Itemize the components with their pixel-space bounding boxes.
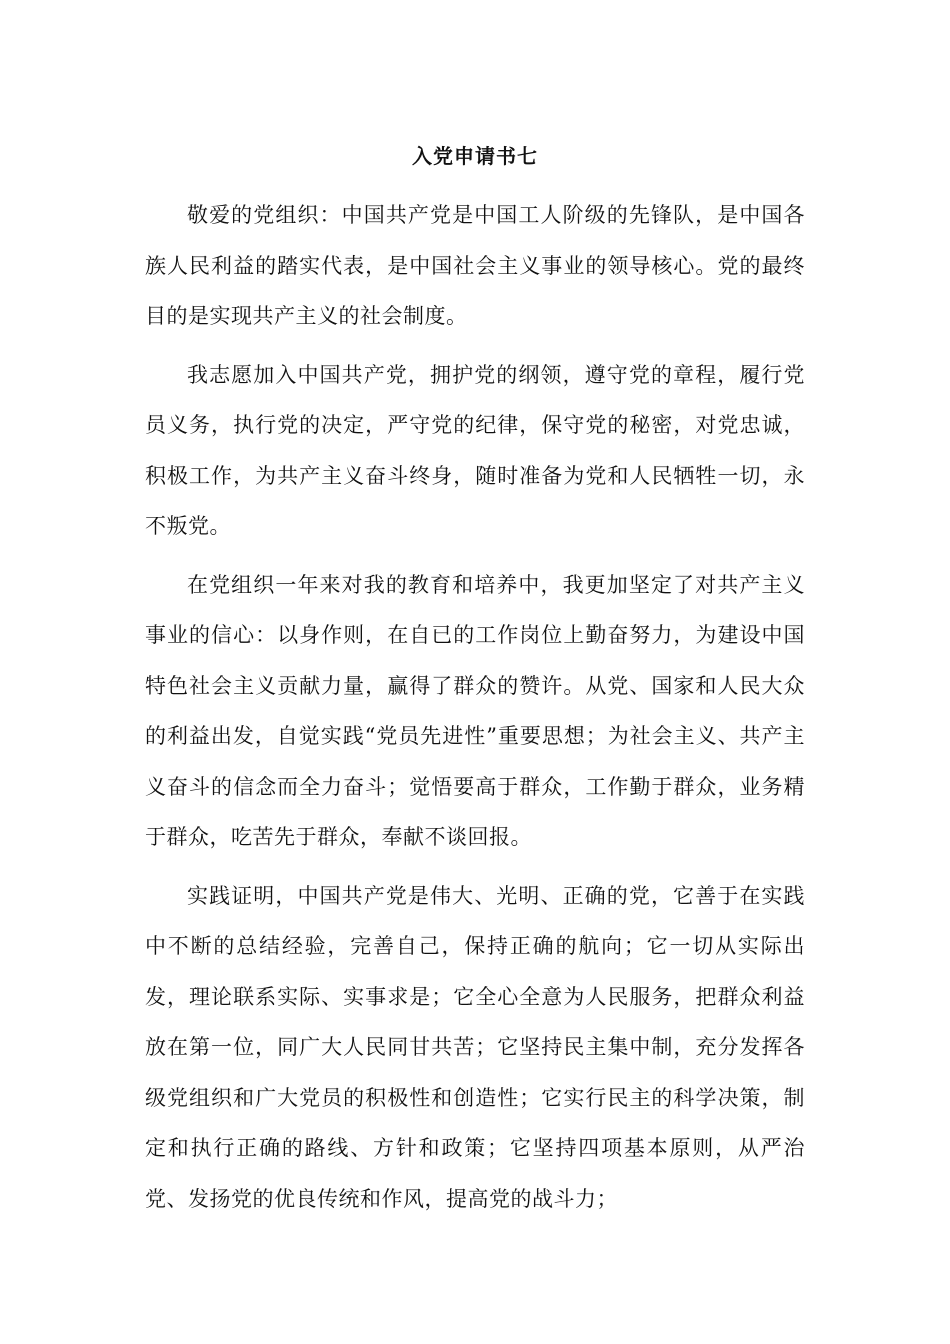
paragraph-2: 我志愿加入中国共产党，拥护党的纲领，遵守党的章程，履行党员义务，执行党的决定，严守党的纪律，保守党的秘密，对党忠诚，积极工作，为共产主义奋斗终身，随时准备为党和人民牺牲一切，永不叛党。 bbox=[145, 362, 805, 538]
paragraph-1: 敬爱的党组织：中国共产党是中国工人阶级的先锋队，是中国各族人民利益的踏实代表，是中国社会主义事业的领导核心。党的最终目的是实现共产主义的社会制度。 bbox=[145, 203, 805, 328]
document-title: 入党申请书七 bbox=[412, 144, 538, 168]
paragraph-3: 在党组织一年来对我的教育和培养中，我更加坚定了对共产主义事业的信心：以身作则，在自已的工作岗位上勤奋努力，为建设中国特色社会主义贡献力量，赢得了群众的赞许。从党、国家和人民大众的利益出发，自觉实践“党员先进性”重要思想；为社会主义、共产主义奋斗的信念而全力奋斗；觉悟要高于群众，工作勤于群众，业务精于群众，吃苦先于群众，奉献不谈回报。 bbox=[145, 572, 805, 849]
paragraph-4: 实践证明，中国共产党是伟大、光明、正确的党，它善于在实践中不断的总结经验，完善自己，保持正确的航向；它一切从实际出发，理论联系实际、实事求是；它全心全意为人民服务，把群众利益放在第一位，同广大人民同甘共苦；它坚持民主集中制，充分发挥各级党组织和广大党员的积极性和创造性；它实行民主的科学决策，制定和执行正确的路线、方针和政策；它坚持四项基本原则，从严治党、发扬党的优良传统和作风，提高党的战斗力； bbox=[145, 883, 805, 1211]
document-body bbox=[145, 190, 805, 1232]
